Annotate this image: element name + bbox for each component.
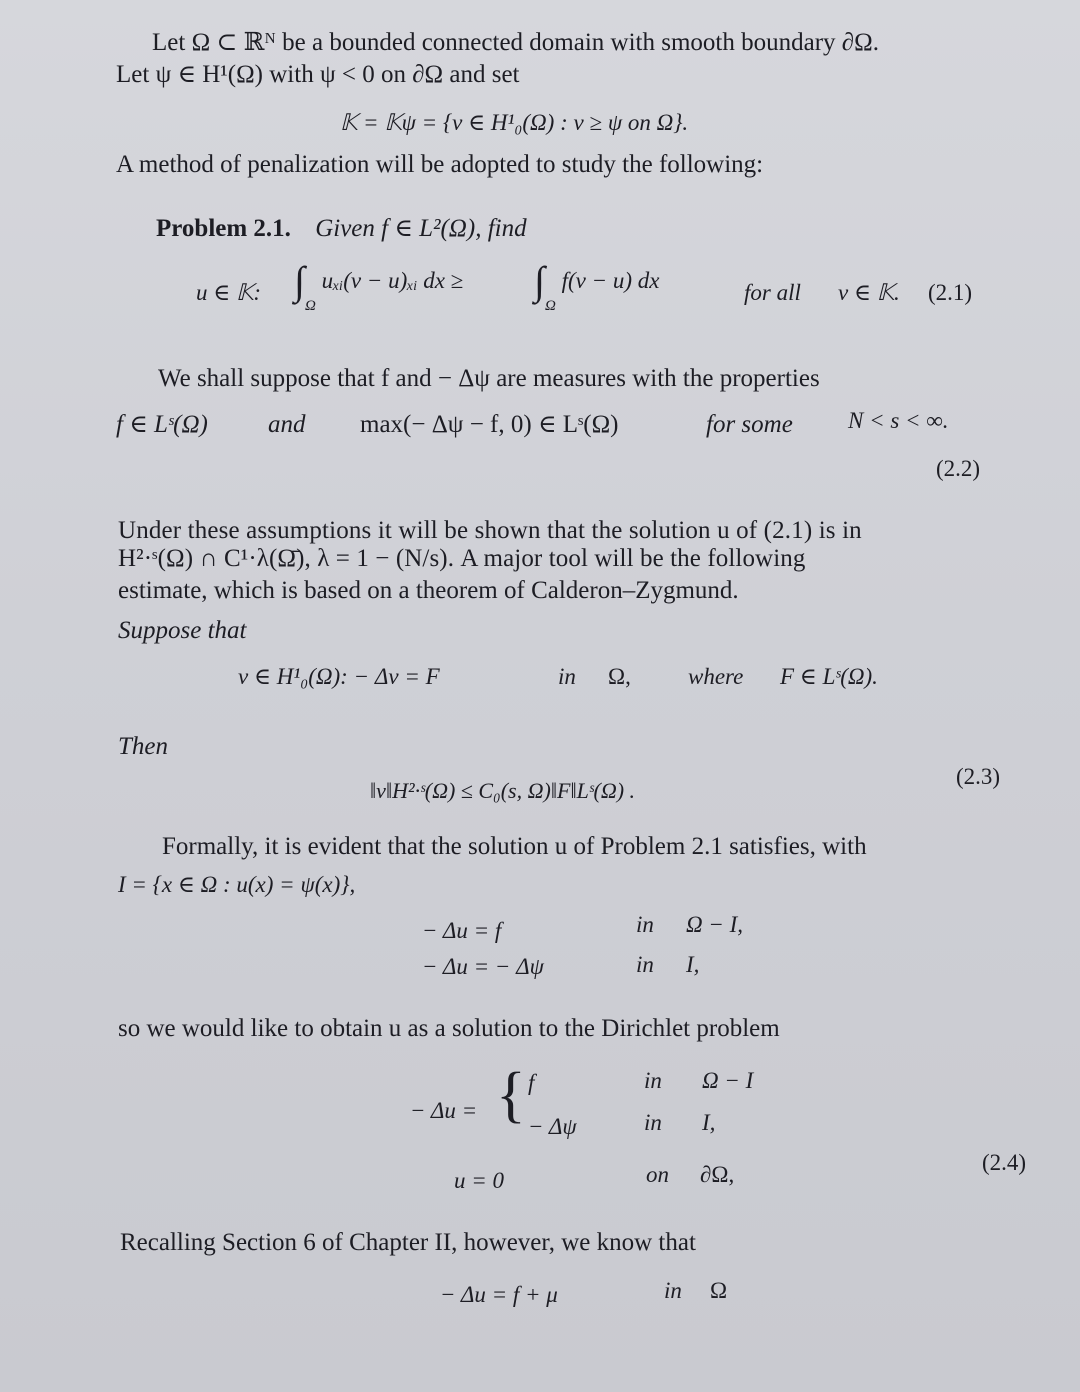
eq-v-where: where bbox=[688, 664, 744, 689]
system2-case2: − Δψ bbox=[528, 1114, 577, 1139]
final-eq-in: in bbox=[664, 1278, 682, 1303]
para2-line-1: Under these assumptions it will be shown that the solution u of (2.1) is in bbox=[118, 517, 862, 544]
integral-domain-1: Ω bbox=[304, 298, 316, 314]
integral-domain-2: Ω bbox=[544, 298, 556, 314]
eq-v-lhs: v ∈ H¹₀(Ω): − Δv = F bbox=[238, 664, 440, 689]
para2-line-4: Suppose that bbox=[118, 617, 247, 644]
integrand-1: uₓᵢ(v − u)ₓᵢ dx ≥ bbox=[321, 268, 464, 293]
eqno-2-3: (2.3) bbox=[956, 764, 1001, 789]
system1-row1-lhs: − Δu = f bbox=[422, 918, 502, 943]
integral-sign-1: ∫ bbox=[294, 258, 305, 303]
system1-row2-in: in bbox=[636, 952, 654, 977]
f-condition: f ∈ Lˢ(Ω) bbox=[116, 411, 208, 438]
eqno-2-1: (2.1) bbox=[928, 280, 973, 305]
system2-bc: u = 0 bbox=[454, 1168, 505, 1193]
intro-line-1: Let Ω ⊂ ℝᴺ be a bounded connected domain with smooth boundary ∂Ω. bbox=[152, 29, 879, 56]
system1-row1-in: in bbox=[636, 912, 654, 937]
system2-case2-set: I, bbox=[702, 1110, 716, 1135]
for-some: for some bbox=[706, 411, 793, 438]
system1-row2-lhs: − Δu = − Δψ bbox=[422, 954, 544, 979]
system2-case2-in: in bbox=[644, 1110, 662, 1135]
eq-v-omega: Ω, bbox=[608, 664, 631, 689]
suppose-line: We shall suppose that f and − Δψ are measures with the properties bbox=[158, 365, 820, 392]
system2-bc-on: on bbox=[646, 1162, 669, 1187]
equation-k: 𝕂 = 𝕂ψ = {v ∈ H¹₀(Ω) : v ≥ ψ on Ω}. bbox=[340, 110, 689, 135]
system2-case1: f bbox=[528, 1070, 535, 1095]
eq-v-rhs: F ∈ Lˢ(Ω). bbox=[780, 664, 878, 689]
estimate-equation: ‖v‖H²·ˢ(Ω) ≤ C₀(s, Ω)‖F‖Lˢ(Ω) . bbox=[370, 778, 636, 803]
penalization-line: A method of penalization will be adopted to study the following: bbox=[116, 151, 764, 178]
problem-label: Problem 2.1. bbox=[156, 215, 291, 242]
problem-lhs: u ∈ 𝕂: bbox=[196, 280, 261, 305]
final-eq-lhs: − Δu = f + μ bbox=[440, 1282, 558, 1307]
max-condition: max(− Δψ − f, 0) ∈ Lˢ(Ω) bbox=[360, 411, 619, 438]
para3-line-1: Formally, it is evident that the solution u of Problem 2.1 satisfies, with bbox=[162, 833, 867, 860]
system2-case1-in: in bbox=[644, 1068, 662, 1093]
system1-row2-set: I, bbox=[686, 952, 700, 977]
system2-bc-set: ∂Ω, bbox=[700, 1162, 735, 1187]
intro-line-2: Let ψ ∈ H¹(Ω) with ψ < 0 on ∂Ω and set bbox=[116, 61, 520, 88]
dirichlet-line: so we would like to obtain u as a solution to the Dirichlet problem bbox=[118, 1015, 780, 1042]
eq-v-in: in bbox=[558, 664, 576, 689]
forall-tail: v ∈ 𝕂. bbox=[838, 280, 900, 305]
system2-brace: { bbox=[496, 1061, 526, 1129]
final-eq-set: Ω bbox=[710, 1278, 728, 1303]
para2-line-3: estimate, which is based on a theorem of Calderon–Zygmund. bbox=[118, 577, 739, 604]
forall-label: for all bbox=[744, 280, 801, 305]
integral-sign-2: ∫ bbox=[534, 258, 545, 303]
para3-line-2: I = {x ∈ Ω : u(x) = ψ(x)}, bbox=[118, 872, 356, 897]
para2-line-2: H²·ˢ(Ω) ∩ C¹·λ(Ω̄), λ = 1 − (N/s). A major tool will be the following bbox=[118, 545, 806, 572]
eqno-2-4: (2.4) bbox=[982, 1150, 1027, 1175]
system2-lhs: − Δu = bbox=[410, 1098, 478, 1123]
s-range: N < s < ∞. bbox=[848, 408, 949, 433]
problem-statement: Given f ∈ L²(Ω), find bbox=[315, 215, 527, 242]
system1-row1-set: Ω − I, bbox=[686, 912, 744, 937]
eqno-2-2: (2.2) bbox=[936, 456, 981, 481]
system2-case1-set: Ω − I bbox=[702, 1068, 754, 1093]
problem-heading bbox=[156, 214, 527, 244]
recalling-line: Recalling Section 6 of Chapter II, however, we know that bbox=[120, 1229, 696, 1256]
then-word: Then bbox=[118, 733, 168, 760]
integral-2 bbox=[534, 258, 660, 321]
integrand-2: f(v − u) dx bbox=[561, 268, 660, 293]
integral-1 bbox=[294, 258, 464, 321]
and-word: and bbox=[268, 411, 306, 438]
